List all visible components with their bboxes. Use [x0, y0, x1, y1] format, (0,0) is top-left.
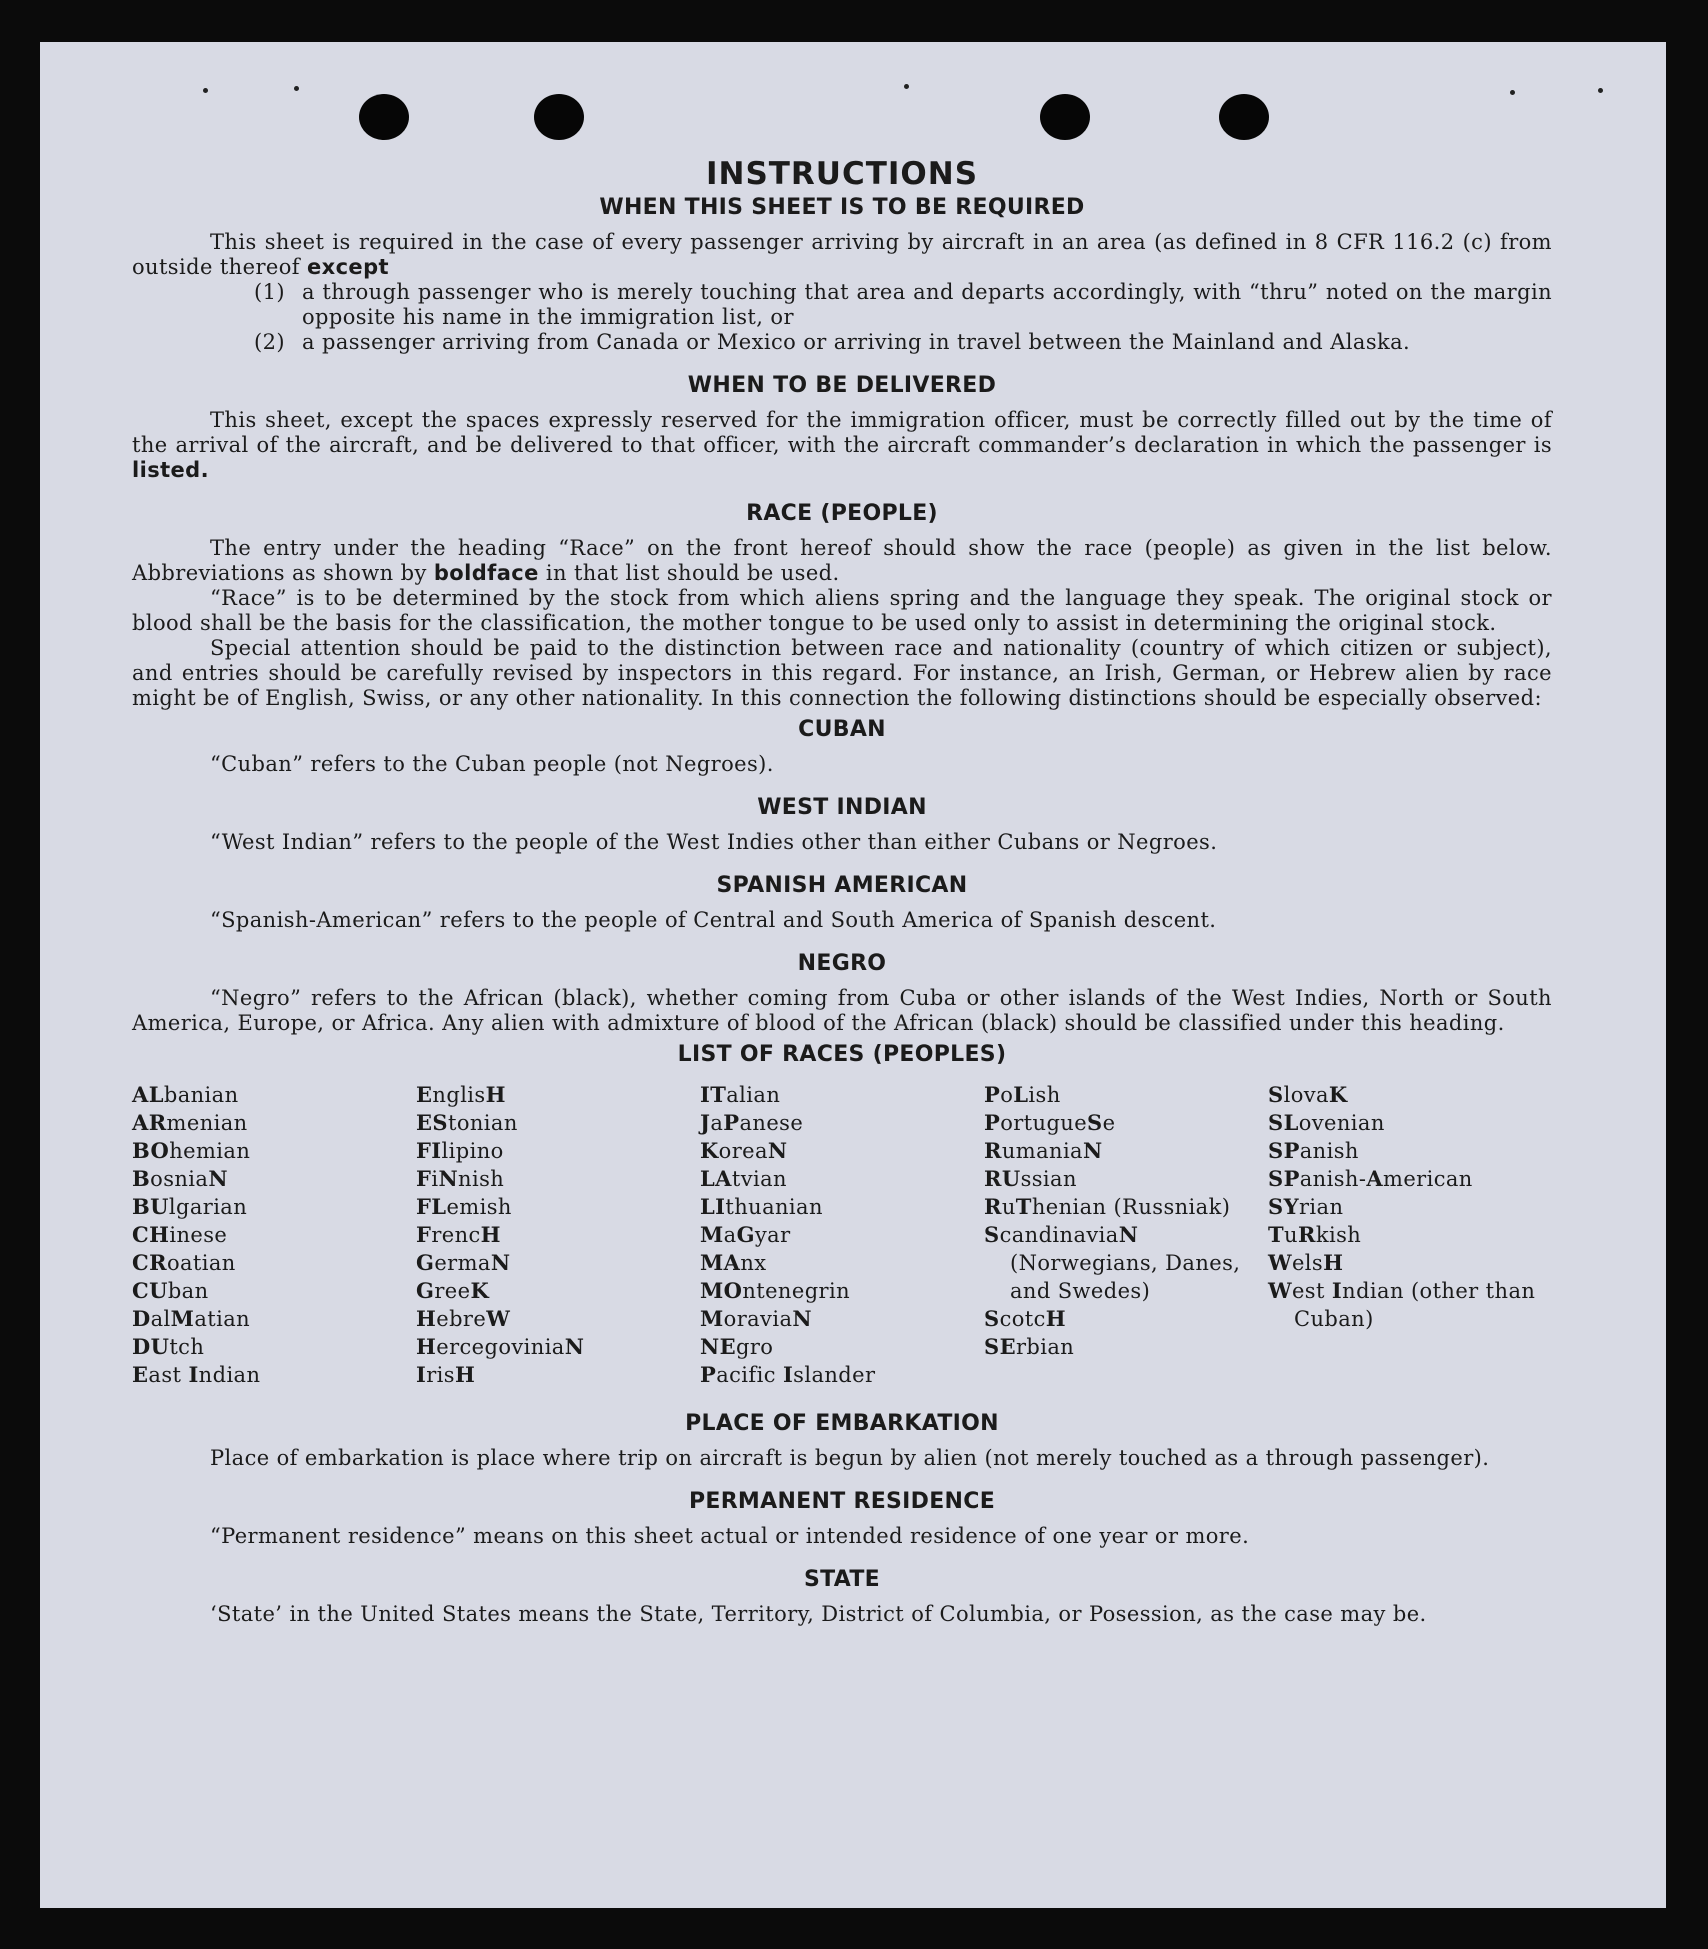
race-entry: CHinese	[132, 1222, 228, 1247]
race-entry: FiNnish	[416, 1166, 505, 1191]
race-entry: EnglisH	[416, 1082, 506, 1107]
races-column	[132, 1081, 416, 1389]
race-entry: SlovaK	[1268, 1082, 1348, 1107]
heading-spanish-american: SPANISH AMERICAN	[716, 873, 968, 898]
race-entry: DUtch	[132, 1334, 205, 1359]
race-entry: FrencH	[416, 1222, 501, 1247]
race-entry: ALbanian	[132, 1082, 239, 1107]
races-column	[416, 1081, 700, 1389]
race-entry: RuThenian (Russniak)	[984, 1194, 1231, 1219]
speck	[294, 86, 299, 91]
page-title: INSTRUCTIONS	[705, 156, 979, 192]
race-entry: Pacific Islander	[700, 1362, 876, 1387]
race-entry: NEgro	[700, 1334, 774, 1359]
race-entry: LIthuanian	[700, 1194, 823, 1219]
race-entry: WelsH	[1268, 1250, 1344, 1275]
race-entry: JaPanese	[700, 1110, 804, 1135]
west-indian-text: “West Indian” refers to the people of the West Indies other than either Cubans or Negroes.	[210, 830, 1218, 854]
race-entry: MAnx	[700, 1250, 767, 1275]
race-paragraph-1: The entry under the heading “Race” on the front hereof should show the race (people) as given in the list below. Abbreviations as shown by boldface in that list should be used.	[132, 536, 1552, 585]
punch-hole	[534, 94, 584, 140]
race-entry: GreeK	[416, 1278, 490, 1303]
residence-text: “Permanent residence” means on this sheet actual or intended residence of one year or more.	[210, 1524, 1250, 1548]
race-entry: HercegoviniaN	[416, 1334, 585, 1359]
punch-hole	[1040, 94, 1090, 140]
race-entry: KoreaN	[700, 1138, 788, 1163]
exception-item-1: (1) a through passenger who is merely touching that area and departs accordingly, with “thru” noted on the margin opposite his name in the immigration list, or	[254, 280, 1552, 329]
race-paragraph-3: Special attention should be paid to the distinction between race and nationality (country of which citizen or subject), and entries should be carefully revised by inspectors in this regard. For instance, an Irish, German, or Hebrew alien by race might be of English, Swiss, or any other nationality. In this connection the following distinctions should be especially observed:	[132, 636, 1552, 710]
heading-when-delivered: WHEN TO BE DELIVERED	[687, 373, 997, 398]
heading-west-indian: WEST INDIAN	[757, 795, 927, 820]
delivered-text: This sheet, except the spaces expressly reserved for the immigration officer, must be correctly filled out by the time of the arrival of the aircraft, and be delivered to that officer, with the aircraft commander’s declaration in which the passenger is listed.	[132, 408, 1552, 482]
race-entry: TuRkish	[1268, 1222, 1362, 1247]
race-entry: ITalian	[700, 1082, 781, 1107]
punch-hole	[359, 94, 409, 140]
race-entry: SLovenian	[1268, 1110, 1385, 1135]
speck	[1510, 90, 1515, 95]
race-entry: RUssian	[984, 1166, 1077, 1191]
race-entry: DalMatian	[132, 1306, 251, 1331]
race-entry: BosniaN	[132, 1166, 228, 1191]
race-entry: LAtvian	[700, 1166, 787, 1191]
state-text: ‘State’ in the United States means the State, Territory, District of Columbia, or Posession, as the case may be.	[210, 1602, 1427, 1626]
race-entry: BUlgarian	[132, 1194, 248, 1219]
race-entry: MaGyar	[700, 1222, 791, 1247]
heading-list-of-races: LIST OF RACES (PEOPLES)	[677, 1042, 1007, 1067]
heading-state: STATE	[804, 1567, 880, 1592]
race-entry: ScotcH	[984, 1306, 1067, 1331]
race-entry: SYrian	[1268, 1194, 1344, 1219]
race-entry: ScandinaviaN (Norwegians, Danes, and Swedes)	[984, 1222, 1241, 1303]
race-entry: EStonian	[416, 1110, 518, 1135]
races-column	[1268, 1081, 1552, 1389]
exception-item-2: (2) a passenger arriving from Canada or Mexico or arriving in travel between the Mainland and Alaska.	[254, 330, 1411, 354]
race-entry: CRoatian	[132, 1250, 236, 1275]
heading-negro: NEGRO	[797, 951, 887, 976]
heading-cuban: CUBAN	[798, 717, 886, 742]
races-column	[984, 1081, 1268, 1389]
speck	[904, 84, 909, 89]
race-entry: HebreW	[416, 1306, 511, 1331]
races-column	[700, 1081, 984, 1389]
negro-text: “Negro” refers to the African (black), whether coming from Cuba or other islands of the West Indies, North or South America, Europe, or Africa. Any alien with admixture of blood of the African (black) should be classified under this heading.	[132, 986, 1552, 1035]
race-entry: CUban	[132, 1278, 209, 1303]
race-paragraph-2: “Race” is to be determined by the stock from which aliens spring and the language they speak. The original stock or blood shall be the basis for the classification, the mother tongue to be used only to assist in determining the original stock.	[132, 586, 1552, 635]
race-entry: West Indian (other than Cuban)	[1268, 1278, 1536, 1331]
punch-hole	[1219, 94, 1269, 140]
race-entry: FLemish	[416, 1194, 512, 1219]
race-entry: RumaniaN	[984, 1138, 1103, 1163]
race-entry: SPanish	[1268, 1138, 1359, 1163]
race-entry: FIlipino	[416, 1138, 504, 1163]
required-intro: This sheet is required in the case of every passenger arriving by aircraft in an area (as defined in 8 CFR 116.2 (c) from outside thereof except	[132, 230, 1552, 279]
race-entry: PortugueSe	[984, 1110, 1116, 1135]
race-entry: PoLish	[984, 1082, 1061, 1107]
race-entry: MOntenegrin	[700, 1278, 851, 1303]
race-entry: IrisH	[416, 1362, 476, 1387]
race-entry: SPanish-American	[1268, 1166, 1473, 1191]
embarkation-text: Place of embarkation is place where trip on aircraft is begun by alien (not merely touched as a through passenger).	[210, 1446, 1490, 1470]
document-sheet	[40, 42, 1666, 1908]
race-entry: East Indian	[132, 1362, 261, 1387]
race-entry: BOhemian	[132, 1138, 251, 1163]
races-list	[132, 1081, 1552, 1389]
heading-race: RACE (PEOPLE)	[746, 501, 938, 526]
race-entry: ARmenian	[132, 1110, 248, 1135]
race-entry: GermaN	[416, 1250, 511, 1275]
race-entry: MoraviaN	[700, 1306, 812, 1331]
instructions-content	[132, 156, 1552, 1627]
heading-permanent-residence: PERMANENT RESIDENCE	[688, 1489, 996, 1514]
cuban-text: “Cuban” refers to the Cuban people (not Negroes).	[210, 752, 774, 776]
race-entry: SErbian	[984, 1334, 1075, 1359]
speck	[1598, 88, 1603, 93]
heading-place-of-embarkation: PLACE OF EMBARKATION	[685, 1411, 999, 1436]
heading-when-required: WHEN THIS SHEET IS TO BE REQUIRED	[599, 195, 1085, 220]
spanish-american-text: “Spanish-American” refers to the people of Central and South America of Spanish descent.	[210, 908, 1217, 932]
speck	[203, 88, 208, 93]
